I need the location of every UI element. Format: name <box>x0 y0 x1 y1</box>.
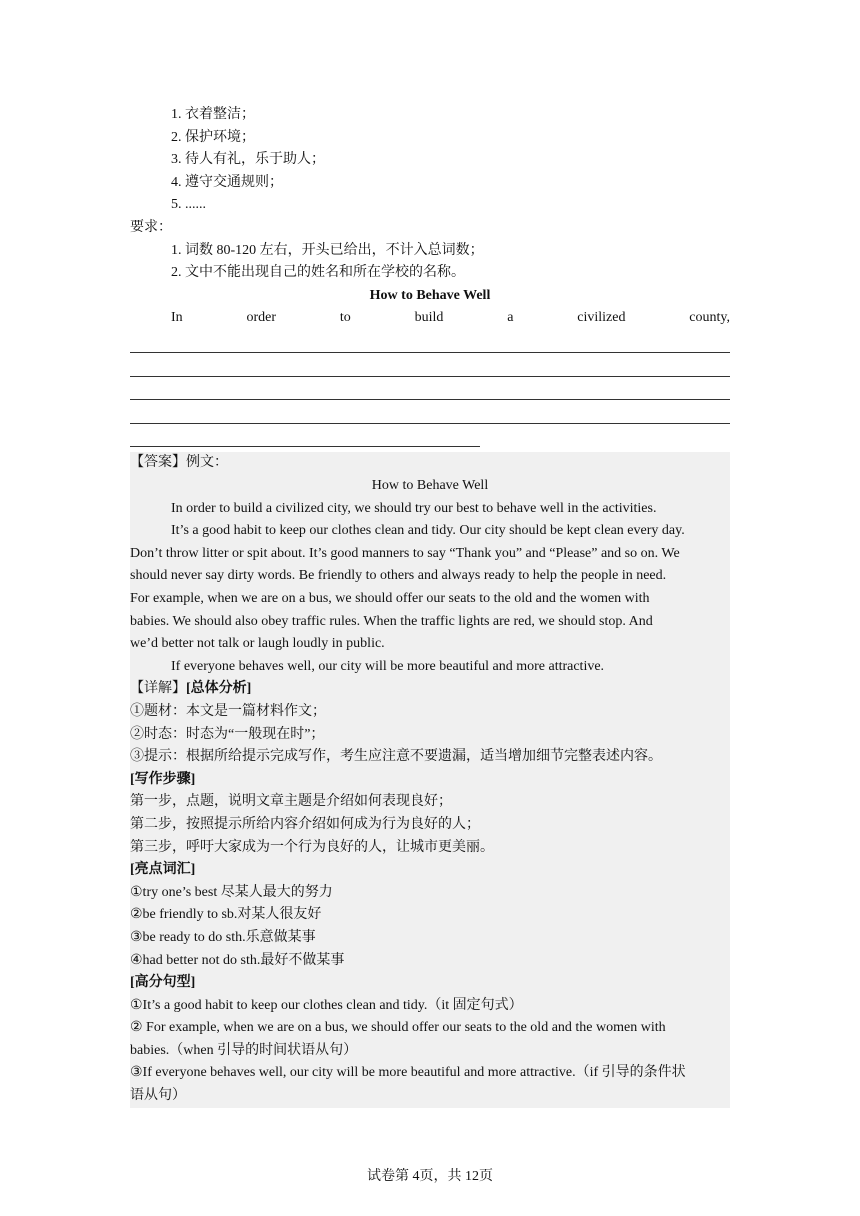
answer-label: 【答案】例文： <box>130 455 228 471</box>
sentence-line: ①It’s a good habit to keep our clothes clean and tidy.（it 固定句式） <box>130 997 523 1013</box>
writing-blank-line[interactable] <box>130 330 730 354</box>
answer-title: How to Behave Well <box>371 478 489 494</box>
overall-heading: [总体分析] <box>186 681 252 697</box>
opening-word: county, <box>689 310 730 326</box>
requirement-item: 2. 文中不能出现自己的姓名和所在学校的名称。 <box>171 265 465 281</box>
detail-heading <box>130 678 730 701</box>
task-title: How to Behave Well <box>369 287 491 303</box>
hint-item: 2. 保护环境； <box>171 129 255 145</box>
page-content <box>130 104 730 1108</box>
writing-blank-line[interactable] <box>130 377 730 401</box>
opening-line <box>130 307 730 330</box>
answer-section <box>130 452 730 1107</box>
vocab-item: ①try one’s best 尽某人最大的努力 <box>130 884 333 900</box>
step-item: 第一步，点题，说明文章主题是介绍如何表现良好； <box>130 794 452 810</box>
vocab-item: ②be friendly to sb.对某人很友好 <box>130 907 322 923</box>
analysis-item: ③提示：根据所给提示完成写作，考生应注意不要遗漏，适当增加细节完整表述内容。 <box>130 749 662 765</box>
writing-blank-line[interactable] <box>130 353 730 377</box>
hint-item: 5. ...... <box>171 197 206 213</box>
essay-line: It’s a good habit to keep our clothes clean and tidy. Our city should be kept clean every day. <box>171 523 685 539</box>
essay-line: Don’t throw litter or spit about. It’s good manners to say “Thank you” and “Please” and so on. We <box>130 545 680 561</box>
analysis-item: ①题材：本文是一篇材料作文； <box>130 703 326 719</box>
requirement-item: 1. 词数 80-120 左右，开头已给出，不计入总词数； <box>171 242 484 258</box>
essay-line: should never say dirty words. Be friendly to others and always ready to help the people in need. <box>130 568 667 584</box>
essay-paragraph: If everyone behaves well, our city will be more beautiful and more attractive. <box>171 658 605 674</box>
essay-paragraph: In order to build a civilized city, we should try our best to behave well in the activities. <box>171 500 657 516</box>
requirements-label: 要求： <box>130 219 172 235</box>
writing-blank-line[interactable] <box>130 400 730 424</box>
analysis-item: ②时态：时态为“一般现在时”； <box>130 726 325 742</box>
opening-word: build <box>414 310 444 326</box>
opening-word: a <box>507 310 514 326</box>
vocab-item: ④had better not do sth.最好不做某事 <box>130 952 345 968</box>
hint-item: 1. 衣着整洁； <box>171 107 255 122</box>
essay-line: babies. We should also obey traffic rules. When the traffic lights are red, we should stop. And <box>130 613 653 629</box>
hint-item: 3. 待人有礼，乐于助人； <box>171 152 325 168</box>
essay-line: we’d better not talk or laugh loudly in public. <box>130 636 385 652</box>
writing-blank-line[interactable] <box>130 424 480 448</box>
vocab-heading: [亮点词汇] <box>130 862 196 878</box>
sentence-line: babies.（when 引导的时间状语从句） <box>130 1042 358 1058</box>
sentence-line: ② For example, when we are on a bus, we should offer our seats to the old and the women with <box>130 1020 666 1036</box>
sentence-heading: [高分句型] <box>130 975 196 991</box>
steps-heading: [写作步骤] <box>130 771 196 787</box>
page-footer: 试卷第 4页，共 12页 <box>367 1169 493 1184</box>
opening-word: In <box>171 310 183 326</box>
opening-word: civilized <box>577 310 626 326</box>
step-item: 第二步，按照提示所给内容介绍如何成为行为良好的人； <box>130 816 480 832</box>
sentence-line: ③If everyone behaves well, our city will be more beautiful and more attractive.（if 引导的条件状 <box>130 1065 686 1081</box>
vocab-item: ③be ready to do sth.乐意做某事 <box>130 929 316 945</box>
essay-line: For example, when we are on a bus, we should offer our seats to the old and the women with <box>130 591 650 606</box>
step-item: 第三步，呼吁大家成为一个行为良好的人，让城市更美丽。 <box>130 839 494 855</box>
sentence-line: 语从句） <box>130 1088 186 1104</box>
hint-item: 4. 遵守交通规则； <box>171 174 283 190</box>
detail-label: 【详解】 <box>130 681 186 697</box>
opening-word: to <box>339 310 351 326</box>
opening-word: order <box>246 310 277 326</box>
